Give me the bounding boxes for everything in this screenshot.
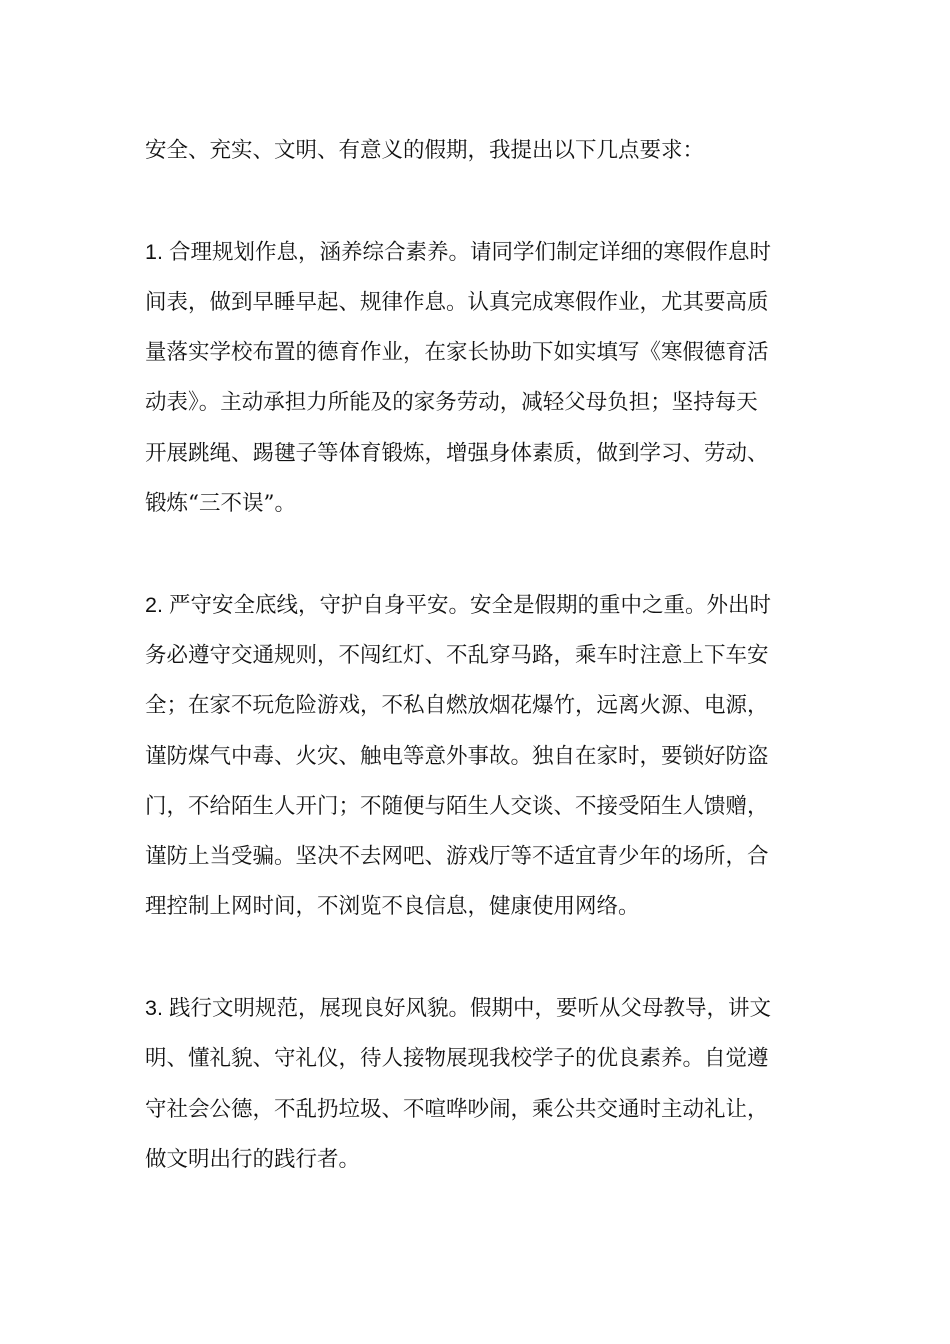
item-paragraph-2 — [145, 580, 813, 933]
paragraph-gap — [145, 933, 813, 983]
intro-paragraph: 安全、充实、文明、有意义的假期，我提出以下几点要求： — [145, 138, 705, 163]
item-number-2: 2. — [145, 592, 163, 617]
item-text-1: 合理规划作息，涵养综合素养。请同学们制定详细的寒假作息时 间表，做到早睡早起、规律作息。认真完成寒假作业，尤其要高质 量落实学校布置的德育作业，在家长协助下如实填写《寒假德育活 动表》。主动承担力所能及的家务劳动，减轻父母负担；坚持每天 开展跳绳、踢毽子等体育锻炼，增强身体素质，做到学习、劳动、 锻炼“三不误”。 — [145, 239, 771, 517]
paragraph-gap — [145, 529, 813, 579]
document-body — [145, 126, 813, 1185]
item-number-3: 3. — [145, 996, 163, 1021]
item-paragraph-3 — [145, 983, 813, 1185]
paragraph-gap — [145, 176, 813, 226]
item-paragraph-1 — [145, 227, 813, 530]
item-text-3: 践行文明规范，展现良好风貌。假期中，要听从父母教导，讲文 明、懂礼貌、守礼仪，待人接物展现我校学子的优良素养。自觉遵 守社会公德，不乱扔垃圾、不喧哗吵闹，乘公共交通时主动礼让， 做文明出行的践行者。 — [145, 996, 771, 1172]
item-text-2: 严守安全底线，守护自身平安。安全是假期的重中之重。外出时 务必遵守交通规则，不闯红灯、不乱穿马路，乘车时注意上下车安 全；在家不玩危险游戏，不私自燃放烟花爆竹，远离火源、电源， 谨防煤气中毒、火灾、触电等意外事故。独自在家时，要锁好防盗 门，不给陌生人开门；不随便与陌生人交谈、不接受陌生人馈赠， 谨防上当受骗。坚决不去网吧、游戏厅等不适宜青少年的场所，合 理控制上网时间，不浏览不良信息，健康使用网络。 — [145, 592, 771, 920]
item-number-1: 1. — [145, 239, 163, 264]
